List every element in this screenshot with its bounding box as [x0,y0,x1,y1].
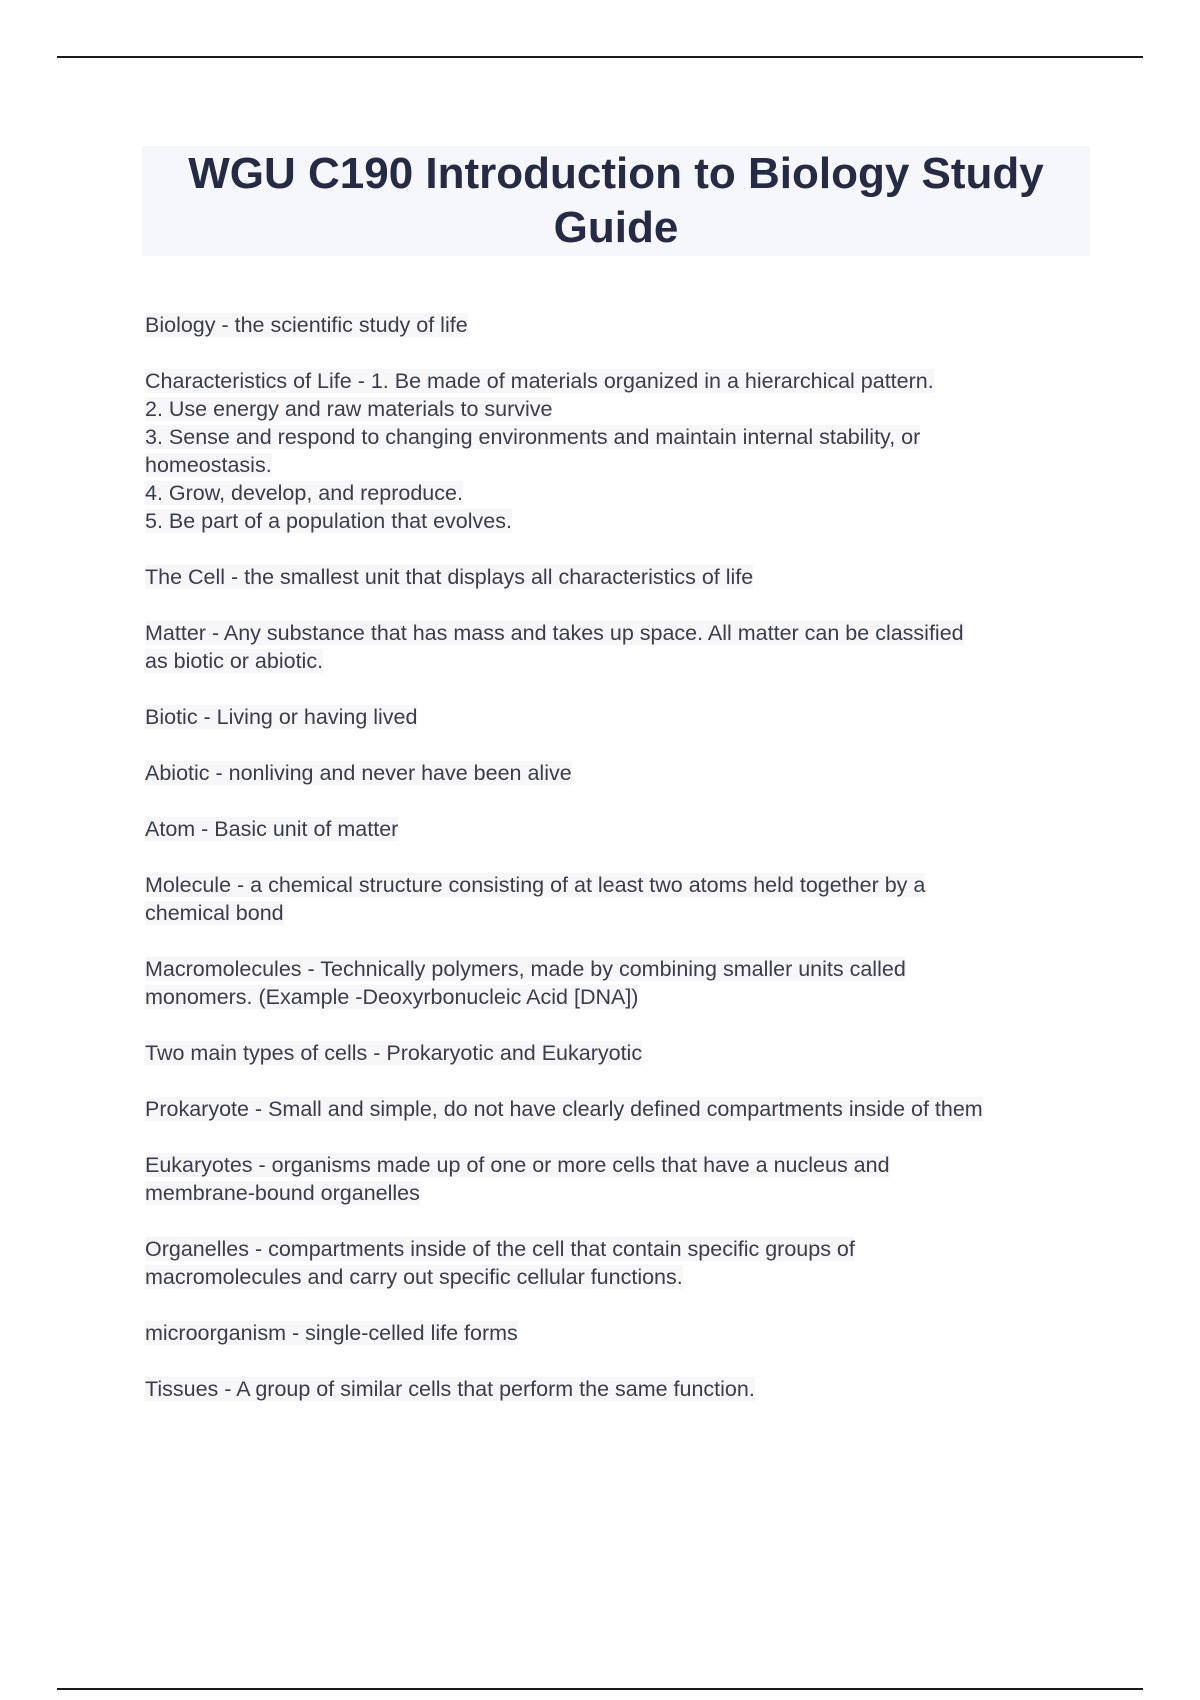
entry-line [145,815,1095,843]
entry-line-text: Biotic - Living or having lived [145,705,418,729]
entry-line [145,451,1095,479]
glossary-entry [145,1039,1095,1067]
entry-line-text: 5. Be part of a population that evolves. [145,509,512,533]
glossary-entry [145,311,1095,339]
entry-line-text: Molecule - a chemical structure consisting of at least two atoms held together by a [145,873,926,897]
entry-line [145,367,1095,395]
glossary-entry [145,1235,1095,1291]
entry-line [145,479,1095,507]
entry-line [145,1319,1095,1347]
entry-line-text: Matter - Any substance that has mass and takes up space. All matter can be classified [145,621,964,645]
entry-line-text: 2. Use energy and raw materials to survive [145,397,553,421]
entry-line-text: 3. Sense and respond to changing environments and maintain internal stability, or [145,425,921,449]
document-title: WGU C190 Introduction to Biology Study Guide [188,149,1044,252]
glossary-entry [145,367,1095,535]
entry-line-text: chemical bond [145,901,284,925]
entry-line-text: Eukaryotes - organisms made up of one or more cells that have a nucleus and [145,1153,890,1177]
entry-line-text: 4. Grow, develop, and reproduce. [145,481,463,505]
entry-line-text: Two main types of cells - Prokaryotic and Eukaryotic [145,1041,643,1065]
entry-line-text: membrane-bound organelles [145,1181,420,1205]
entry-line-text: Atom - Basic unit of matter [145,817,399,841]
entry-line-text: homeostasis. [145,453,272,477]
entry-line-text: Abiotic - nonliving and never have been alive [145,761,572,785]
glossary-entry [145,703,1095,731]
glossary-entry [145,871,1095,927]
top-rule [57,56,1143,58]
entry-line [145,395,1095,423]
entry-line [145,955,1095,983]
entry-line-text: Macromolecules - Technically polymers, made by combining smaller units called [145,957,906,981]
entry-line-text: as biotic or abiotic. [145,649,324,673]
entry-line [145,1151,1095,1179]
entry-line [145,1039,1095,1067]
entry-line [145,423,1095,451]
entry-line [145,1179,1095,1207]
entry-line-text: Tissues - A group of similar cells that perform the same function. [145,1377,755,1401]
entry-line [145,983,1095,1011]
entry-line-text: microorganism - single-celled life forms [145,1321,518,1345]
entry-line-text: monomers. (Example -Deoxyrbonucleic Acid [DNA]) [145,985,639,1009]
entry-line [145,619,1095,647]
title-box [142,146,1090,256]
entry-line [145,507,1095,535]
entry-line-text: The Cell - the smallest unit that displays all characteristics of life [145,565,754,589]
entry-line [145,1235,1095,1263]
entry-line [145,1095,1095,1123]
study-guide-content [145,311,1095,1431]
glossary-entry [145,563,1095,591]
entry-line [145,311,1095,339]
glossary-entry [145,1319,1095,1347]
entry-line-text: Characteristics of Life - 1. Be made of materials organized in a hierarchical pattern. [145,369,934,393]
bottom-rule [57,1688,1143,1690]
entry-line-text: Biology - the scientific study of life [145,313,468,337]
glossary-entry [145,955,1095,1011]
entry-line [145,1375,1095,1403]
glossary-entry [145,815,1095,843]
glossary-entry [145,1095,1095,1123]
entry-line [145,647,1095,675]
entry-line [145,759,1095,787]
glossary-entry [145,759,1095,787]
entry-line [145,563,1095,591]
entry-line [145,871,1095,899]
entry-line-text: macromolecules and carry out specific cellular functions. [145,1265,683,1289]
entry-line-text: Prokaryote - Small and simple, do not have clearly defined compartments inside of them [145,1097,983,1121]
entry-line [145,899,1095,927]
glossary-entry [145,1375,1095,1403]
entry-line-text: Organelles - compartments inside of the cell that contain specific groups of [145,1237,855,1261]
glossary-entry [145,619,1095,675]
entry-line [145,703,1095,731]
glossary-entry [145,1151,1095,1207]
entry-line [145,1263,1095,1291]
